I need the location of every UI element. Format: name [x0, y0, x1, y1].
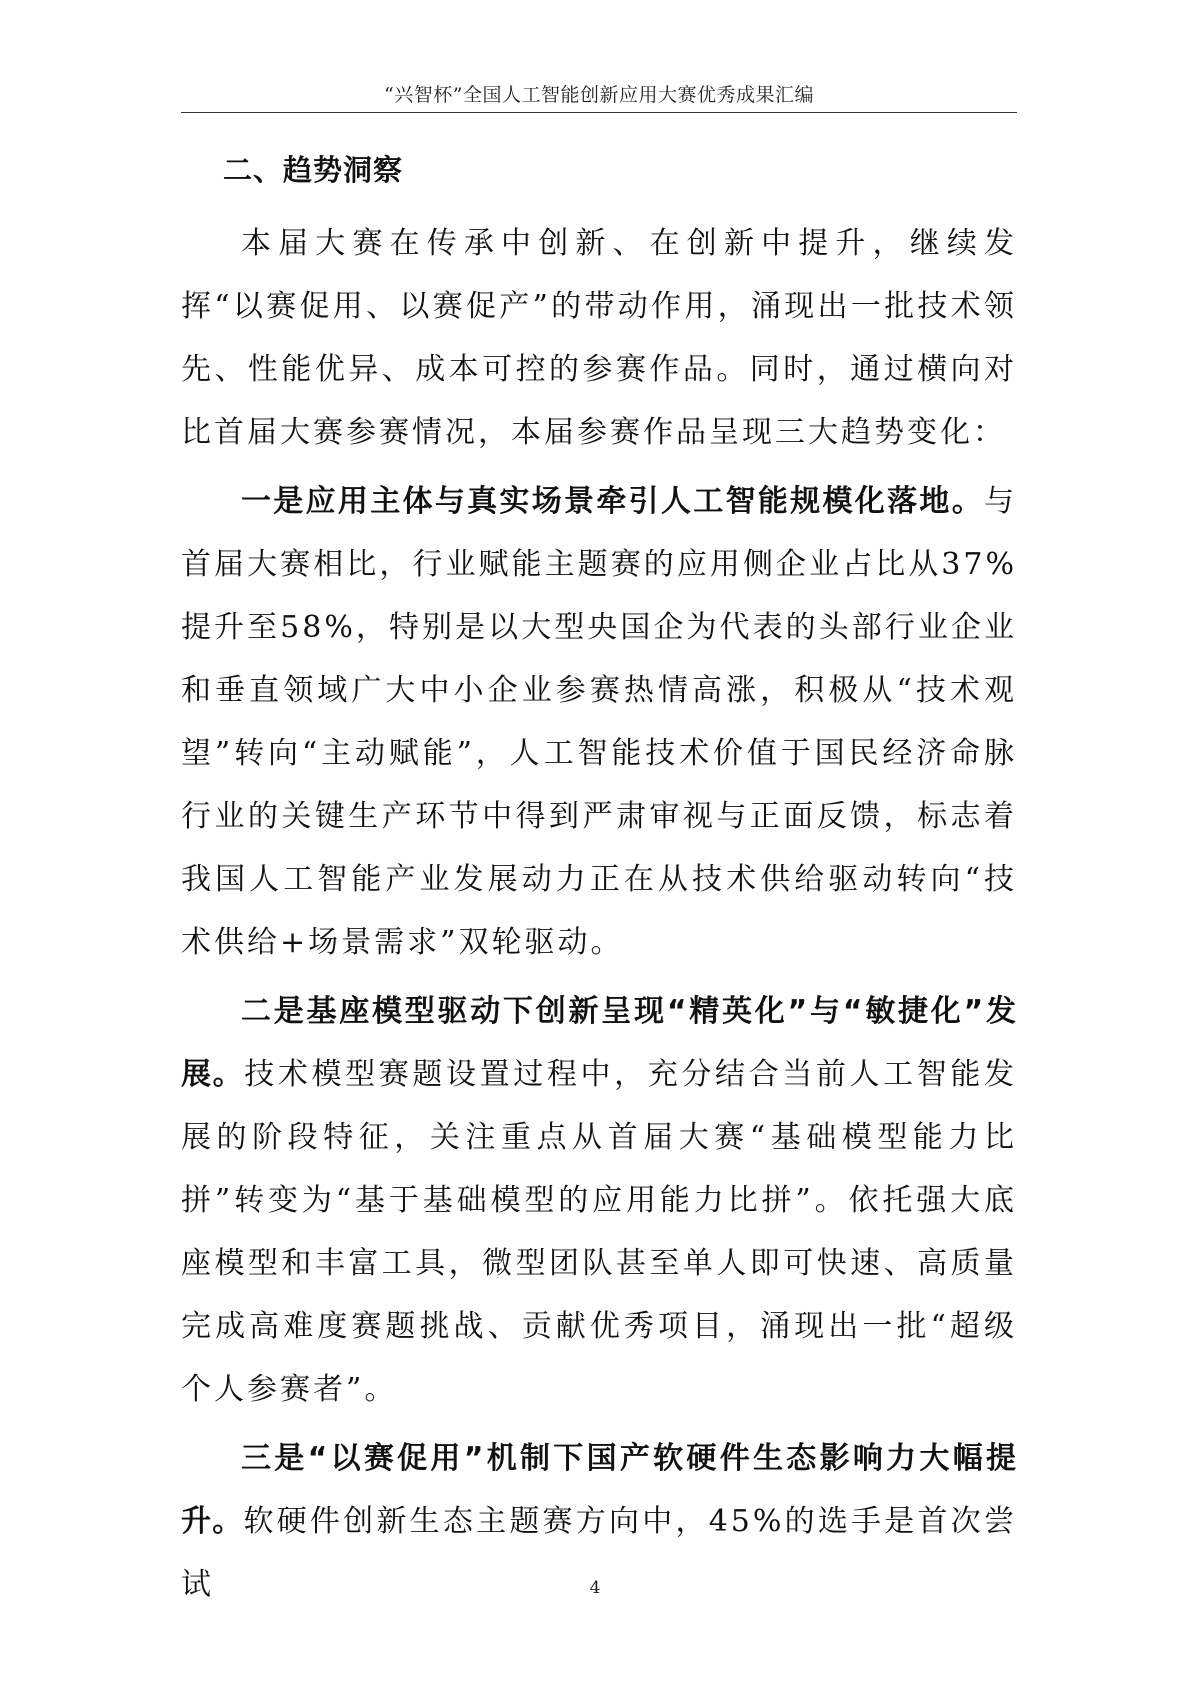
- paragraph-text: 本届大赛在传承中创新、在创新中提升，继续发挥“以赛促用、以赛促产”的带动作用，涌现出一批技术领先、性能优异、成本可控的参赛作品。同时，通过横向对比首届大赛参赛情况，本届参赛作品呈现三大趋势变化：: [181, 226, 1017, 450]
- section-heading: 二、趋势洞察: [223, 153, 404, 187]
- trend-2-text: 技术模型赛题设置过程中，充分结合当前人工智能发展的阶段特征，关注重点从首届大赛“基础模型能力比拼”转变为“基于基础模型的应用能力比拼”。依托强大底座模型和丰富工具，微型团队甚至单人即可快速、高质量完成高难度赛题挑战、贡献优秀项目，涌现出一批“超级个人参赛者”。: [181, 1057, 1017, 1407]
- page-body: [181, 150, 1017, 1616]
- intro-paragraph: [181, 212, 1017, 464]
- header-divider: [181, 112, 1017, 113]
- trend-1-text: 与首届大赛相比，行业赋能主题赛的应用侧企业占比从37%提升至58%，特别是以大型央国企为代表的头部行业企业和垂直领域广大中小企业参赛热情高涨，积极从“技术观望”转向“主动赋能”，人工智能技术价值于国民经济命脉行业的关键生产环节中得到严肃审视与正面反馈，标志着我国人工智能产业发展动力正在从技术供给驱动转向“技术供给+场景需求”双轮驱动。: [181, 484, 1017, 960]
- trend-3-lead: 三是“以赛促用”机制下国产软硬件生态影响力大幅提升。: [181, 1441, 1017, 1539]
- trend-1-lead: 一是应用主体与真实场景牵引人工智能规模化落地。: [241, 484, 984, 519]
- page-number: 4: [589, 1578, 601, 1598]
- trend-paragraph-1: [181, 470, 1017, 974]
- trend-paragraph-2: [181, 980, 1017, 1421]
- running-header: “兴智杯”全国人工智能创新应用大赛优秀成果汇编: [384, 84, 814, 106]
- trend-2-lead: 二是基座模型驱动下创新呈现“精英化”与“敏捷化”发展。: [181, 994, 1017, 1092]
- trend-3-text: 软硬件创新生态主题赛方向中，45%的选手是首次尝试: [181, 1504, 1017, 1602]
